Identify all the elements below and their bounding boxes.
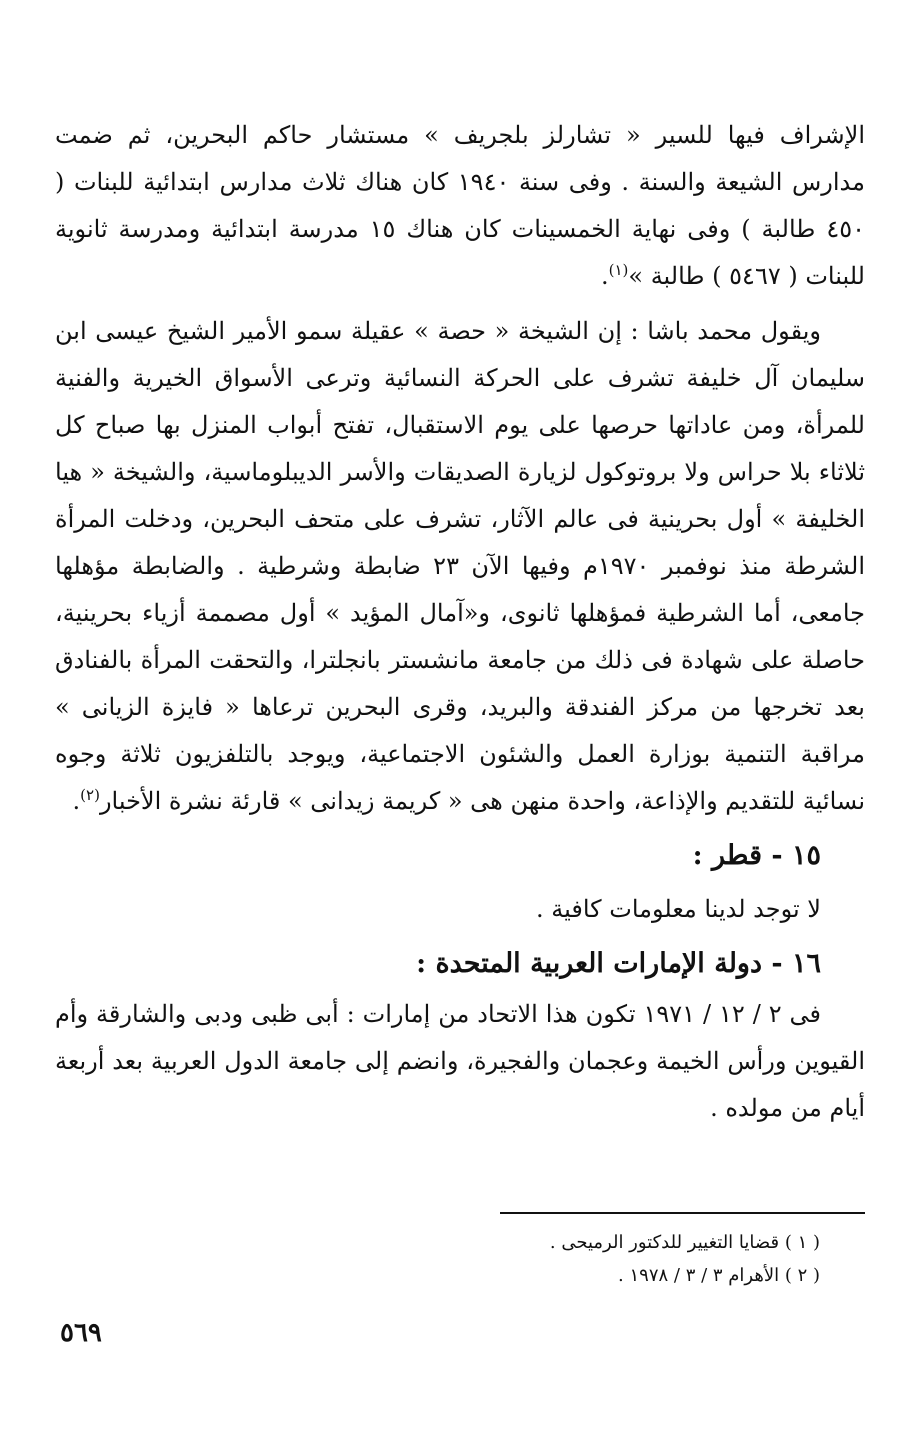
paragraph-2 bbox=[55, 308, 865, 825]
footnotes bbox=[300, 1226, 820, 1292]
page-body bbox=[55, 112, 865, 1132]
paragraph-2-end: . bbox=[72, 787, 81, 815]
footnote-2: ( ٢ ) الأهرام ٣ / ٣ / ١٩٧٨ . bbox=[618, 1265, 820, 1286]
footnote-ref-2: (٢) bbox=[80, 786, 100, 804]
footnote-divider bbox=[500, 1212, 865, 1214]
section-heading-uae: ١٦ - دولة الإمارات العربية المتحدة : bbox=[416, 948, 821, 979]
paragraph-2-text: ويقول محمد باشا : إن الشيخة « حصة » عقيلة سمو الأمير الشيخ عيسى ابن سليمان آل خليفة تشرف على الحركة النسائية وترعى الأسواق الخيرية والفنية للمرأة، ومن عاداتها حرصها على يوم الاستقبال، تفتح أبواب المنزل بها صباح كل ثلاثاء بلا حراس ولا بروتوكول لزيارة الصديقات والأسر الديبلوماسية، والشيخة « هيا الخليفة » أول بحرينية فى عالم الآثار، تشرف على متحف البحرين، ودخلت المرأة الشرطة منذ نوفمبر ١٩٧٠م وفيها الآن ٢٣ ضابطة وشرطية . والضابطة مؤهلها جامعى، أما الشرطية فمؤهلها ثانوى، و«آمال المؤيد » أول مصممة أزياء بحرينية، حاصلة على شهادة فى ذلك من جامعة مانشستر بانجلترا، والتحقت المرأة بالفنادق بعد تخرجها من مركز الفندقة والبريد، وقرى البحرين ترعاها « فايزة الزيانى » مراقبة التنمية بوزارة العمل والشئون الاجتماعية، ويوجد بالتلفزيون ثلاثة وجوه نسائية للتقديم والإذاعة، واحدة منهن هى « كريمة زيدانى » قارئة نشرة الأخبار bbox=[55, 317, 866, 815]
paragraph-4: فى ٢ / ١٢ / ١٩٧١ تكون هذا الاتحاد من إمارات : أبى ظبى ودبى والشارقة وأم القيوين ورأس الخيمة وعجمان والفجيرة، وانضم إلى جامعة الدول العربية بعد أربعة أيام من مولده . bbox=[55, 1000, 865, 1122]
paragraph-1-end: . bbox=[600, 262, 609, 290]
paragraph-1-text: الإشراف فيها للسير « تشارلز بلجريف » مستشار حاكم البحرين، ثم ضمت مدارس الشيعة والسنة . وفى سنة ١٩٤٠ كان هناك ثلاث مدارس ابتدائية للبنات ( ٤٥٠ طالبة ) وفى نهاية الخمسينات كان هناك ١٥ مدرسة ابتدائية ومدرسة ثانوية للبنات ( ٥٤٦٧ ) طالبة » bbox=[55, 121, 866, 290]
footnote-ref-1: (١) bbox=[608, 261, 629, 279]
page-number: ٥٦٩ bbox=[60, 1318, 102, 1348]
footnote-1: ( ١ ) قضايا التغيير للدكتور الرميحى . bbox=[549, 1232, 820, 1253]
paragraph-1 bbox=[55, 112, 865, 300]
section-heading-qatar: ١٥ - قطر : bbox=[692, 840, 821, 871]
paragraph-3: لا توجد لدينا معلومات كافية . bbox=[536, 895, 821, 923]
